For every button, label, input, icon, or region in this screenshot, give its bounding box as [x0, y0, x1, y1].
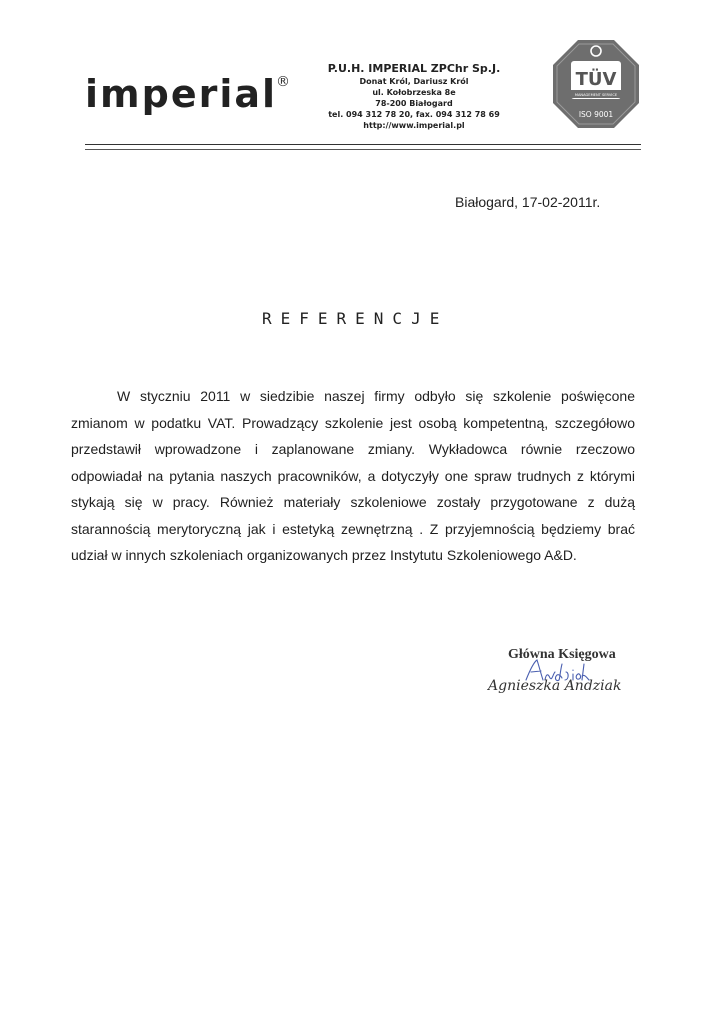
badge-iso-text: ISO 9001: [578, 110, 614, 119]
company-street: ul. Kołobrzeska 8e: [372, 88, 456, 97]
company-logo: imperial: [85, 72, 278, 116]
company-address-block: [298, 62, 530, 131]
body-line: odpowiadał na pytania naszych pracowników, a dotyczyły one spraw trudnych z którymi: [71, 467, 635, 484]
company-owners: Donat Król, Dariusz Król: [359, 77, 469, 86]
body-line: W styczniu 2011 w siedzibie naszej firmy odbyło się szkolenie poświęcone: [117, 388, 635, 404]
body-line: zmianom w podatku VAT. Prowadzący szkolenie jest osobą kompetentną, szczegółowo: [71, 414, 635, 431]
letter-body: [71, 383, 635, 569]
company-city: 78-200 Białogard: [375, 99, 453, 108]
company-name: P.U.H. IMPERIAL ZPChr Sp.J.: [327, 62, 501, 75]
signature-name: Agnieszka Andziak: [488, 678, 622, 694]
signature-position: Główna Księgowa: [508, 647, 616, 662]
body-line: udział w innych szkoleniach organizowanych przez Instytutu Szkoleniowego A&D.: [71, 547, 577, 563]
badge-subtitle-text: MANAGEMENT SERVICE: [574, 93, 618, 97]
registered-mark: ®: [276, 74, 290, 90]
letterhead-rule-bottom: [85, 149, 641, 150]
document-title: REFERENCJE: [262, 309, 449, 328]
body-line: przedstawił wprowadzone i zaplanowane zmiany. Wykładowca równie rzeczowo: [71, 441, 635, 457]
tuv-certification-badge: [551, 38, 641, 130]
body-line: stykają się w pracy. Również materiały szkoleniowe zostały przygotowane z dużą: [71, 494, 635, 510]
company-website: http://www.imperial.pl: [363, 121, 465, 130]
body-line: starannością merytoryczną jak i estetyką zewnętrzną . Z przyjemnością będziemy brać: [71, 520, 635, 537]
letterhead-rule-top: [85, 144, 641, 145]
company-phone-fax: tel. 094 312 78 20, fax. 094 312 78 69: [328, 110, 500, 119]
badge-tuv-text: TÜV: [575, 69, 617, 90]
date-line: Białogard, 17-02-2011r.: [455, 194, 601, 210]
